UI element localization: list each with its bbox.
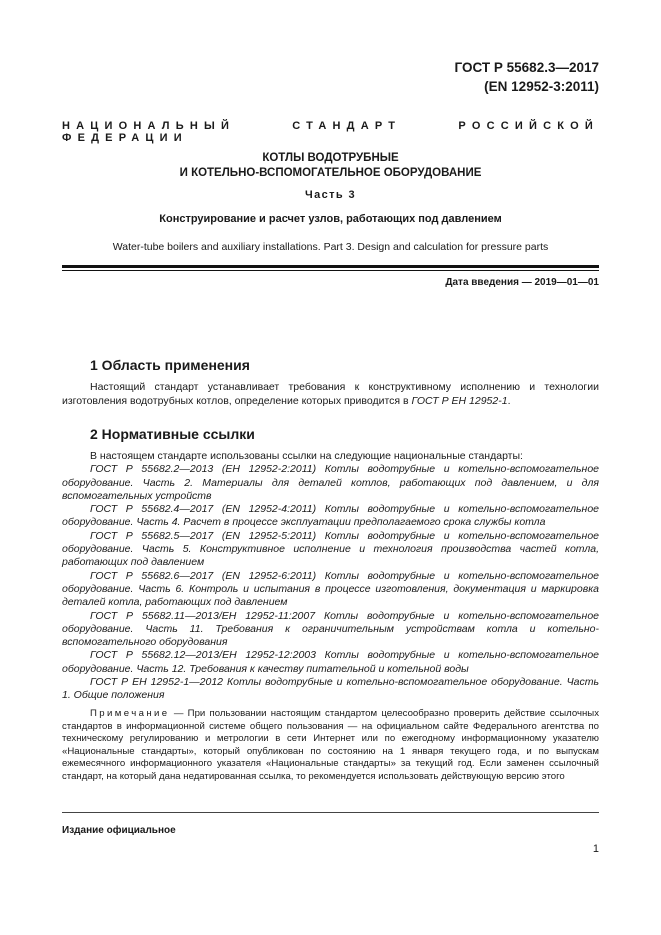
divider-thin <box>62 270 599 271</box>
banner-word: НАЦИОНАЛЬНЫЙ <box>62 120 236 132</box>
standard-equivalent: (EN 12952-3:2011) <box>484 79 599 94</box>
scope-text: Настоящий стандарт устанавливает требования к конструктивному исполнению и технологии изготовления водотрубных котлов, определение которых приводится в <box>62 381 599 407</box>
title-line: И КОТЕЛЬНО-ВСПОМОГАТЕЛЬНОЕ ОБОРУДОВАНИЕ <box>179 167 482 179</box>
reference-item: ГОСТ Р 55682.5—2017 (EN 12952-5:2011) Котлы водотрубные и котельно-вспомогательное оборудование. Часть 5. Конструктивное исполнение и технология производства частей котла, работающих под давлением <box>62 529 599 569</box>
introduction-date: Дата введения — 2019—01—01 <box>445 277 599 288</box>
national-standard-banner <box>62 120 599 144</box>
reference-item: ГОСТ Р 55682.6—2017 (EN 12952-6:2011) Котлы водотрубные и котельно-вспомогательное оборудование. Часть 6. Контроль и испытания в процессе изготовления, документация и маркировка деталей котла, работающих под давлением <box>62 569 599 609</box>
references-list <box>62 450 599 703</box>
section-heading-references: 2 Нормативные ссылки <box>90 426 255 442</box>
divider-thick <box>62 265 599 268</box>
references-lead: В настоящем стандарте использованы ссылки на следующие национальные стандарты: <box>90 450 523 462</box>
footer-divider <box>62 812 599 813</box>
reference-item: ГОСТ Р 55682.2—2013 (ЕН 12952-2:2011) Котлы водотрубные и котельно-вспомогательное оборудование. Часть 2. Материалы для деталей котлов, работающих под давлением, и для вспомогательных устройств <box>62 463 599 502</box>
banner-word: СТАНДАРТ <box>292 120 402 132</box>
scope-end: . <box>507 394 511 407</box>
reference-item: ГОСТ Р 55682.4—2017 (EN 12952-4:2011) Котлы водотрубные и котельно-вспомогательное оборудование. Часть 4. Расчет в процессе эксплуатации предполагаемого срока службы котла <box>62 503 599 529</box>
banner-word: РОССИЙСКОЙ <box>458 120 599 132</box>
reference-item: ГОСТ Р ЕН 12952-1—2012 Котлы водотрубные и котельно-вспомогательное оборудование. Часть 1. Общие положения <box>62 676 599 702</box>
official-edition-label: Издание официальное <box>62 825 176 836</box>
banner-word: ФЕДЕРАЦИИ <box>62 132 188 144</box>
english-title: Water-tube boilers and auxiliary installations. Part 3. Design and calculation for pressure parts <box>112 241 549 253</box>
section-heading-scope: 1 Область применения <box>90 357 250 373</box>
part-label: Часть 3 <box>304 189 357 201</box>
scope-paragraph <box>62 381 599 408</box>
title-line: КОТЛЫ ВОДОТРУБНЫЕ <box>262 152 399 164</box>
document-title <box>62 151 599 181</box>
document-subtitle: Конструирование и расчет узлов, работающих под давлением <box>159 213 502 225</box>
note-text: — При пользовании настоящим стандартом целесообразно проверить действие ссылочных стандартов в информационной системе общего пользования — на официальном сайте Федерального агентства по техническому регулированию и метрологии в сети Интернет или по ежегодному информационному указателю «Национальные стандарты», который опубликован по состоянию на 1 января текущего года, и по выпускам ежемесячного информационного указателя «Национальные стандарты» за текущий год. Если заменен ссылочный стандарт, на который дана недатированная ссылка, то рекомендуется использовать действующую версию этого <box>62 708 600 782</box>
standard-code <box>455 58 599 96</box>
scope-reference: ГОСТ Р ЕН 12952-1 <box>411 394 508 407</box>
reference-item: ГОСТ Р 55682.11—2013/ЕН 12952-11:2007 Котлы водотрубные и котельно-вспомогательное оборудование. Часть 11. Требования к ограничительным устройствам котла и котельно-вспомогательного оборудования <box>62 609 599 649</box>
note-paragraph <box>62 708 599 784</box>
standard-number: ГОСТ Р 55682.3—2017 <box>454 60 599 75</box>
reference-item: ГОСТ Р 55682.12—2013/ЕН 12952-12:2003 Котлы водотрубные и котельно-вспомогательное оборудование. Часть 12. Требования к качеству питательной и котельной воды <box>62 649 599 675</box>
page-number: 1 <box>592 843 599 855</box>
note-label: Примечание <box>90 708 170 719</box>
